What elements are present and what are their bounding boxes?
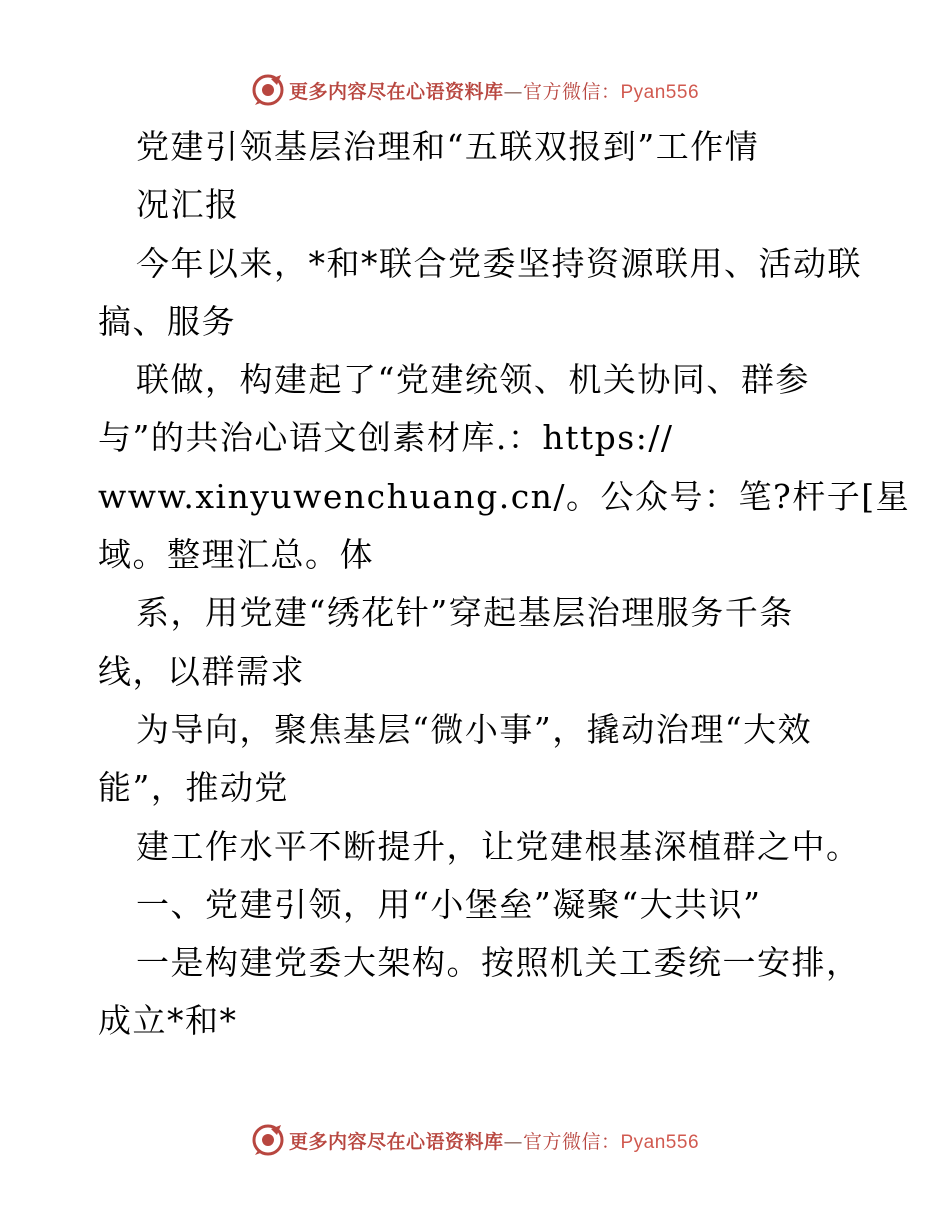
header-banner xyxy=(0,70,950,110)
doc-line: 为导向，聚焦基层“微小事”，撬动治理“大效 xyxy=(136,709,813,749)
doc-line: 建工作水平不断提升，让党建根基深植群之中。 xyxy=(136,826,861,866)
banner-text xyxy=(289,1127,699,1154)
doc-line: 联做，构建起了“党建统领、机关协同、群参 xyxy=(136,360,810,400)
doc-line: 能”，推动党 xyxy=(98,768,289,808)
document-body xyxy=(98,118,911,1051)
logo-icon xyxy=(251,73,285,107)
doc-line: 今年以来，*和*联合党委坚持资源联用、活动联 xyxy=(136,243,862,283)
banner-separator: — xyxy=(503,1130,523,1153)
banner-main-text: 更多内容尽在心语资料库 xyxy=(288,80,504,103)
banner-main-text: 更多内容尽在心语资料库 xyxy=(288,1130,504,1153)
banner-wechat-id: Pyan556 xyxy=(620,1131,700,1153)
footer-banner xyxy=(0,1120,950,1160)
banner-wechat-label: 官方微信： xyxy=(522,80,621,103)
doc-line: 搞、服务 xyxy=(98,301,236,341)
banner-text xyxy=(289,77,699,104)
doc-line: 与”的共治心语文创素材库.：https:// xyxy=(98,418,674,458)
doc-line: 线，以群需求 xyxy=(98,651,305,691)
doc-line: 一、党建引领，用“小堡垒”凝聚“大共识” xyxy=(136,884,762,924)
doc-line: 一是构建党委大架构。按照机关工委统一安排， xyxy=(136,943,861,983)
banner-wechat-id: Pyan556 xyxy=(620,81,700,103)
doc-line: www.xinyuwenchuang.cn/。公众号：笔?杆子[星 xyxy=(98,476,911,516)
doc-line: 党建引领基层治理和“五联双报到”工作情 xyxy=(136,127,760,166)
doc-line: 域。整理汇总。体 xyxy=(98,535,374,575)
banner-wechat-label: 官方微信： xyxy=(522,1130,621,1153)
banner-separator: — xyxy=(503,80,523,103)
doc-line: 系，用党建“绣花针”穿起基层治理服务千条 xyxy=(136,593,794,633)
doc-line: 成立*和* xyxy=(98,1001,238,1041)
logo-icon xyxy=(251,1123,285,1157)
doc-line: 况汇报 xyxy=(136,185,240,225)
